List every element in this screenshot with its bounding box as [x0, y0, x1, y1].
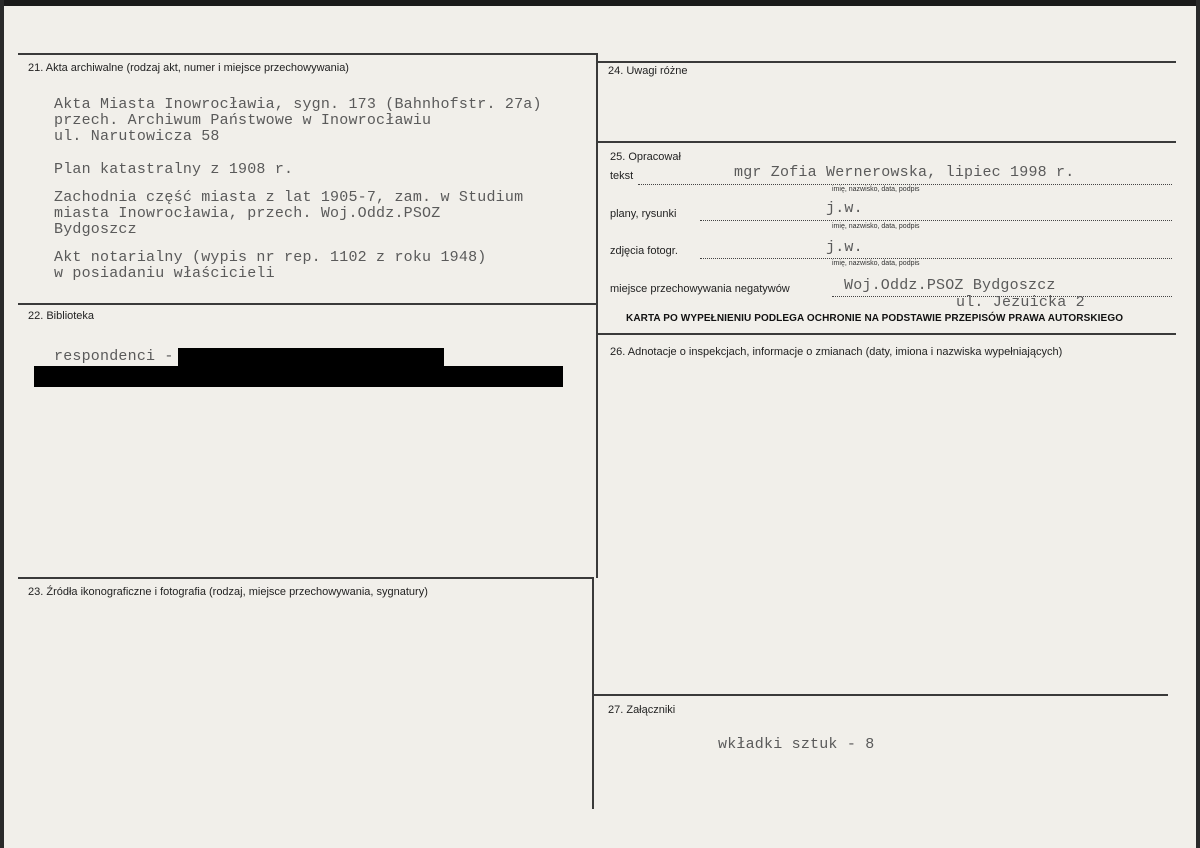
library-text: respondenci - [54, 348, 174, 365]
archive-line-3: ul. Narutowicza 58 [54, 128, 220, 145]
section-25-label: 25. Opracował [610, 151, 681, 163]
rule-top-left [18, 53, 598, 55]
zdjecia-caption: imię, nazwisko, data, podpis [832, 260, 920, 267]
archive-line-4: Plan katastralny z 1908 r. [54, 161, 294, 178]
section-24-label: 24. Uwagi różne [608, 65, 688, 77]
plany-dotted-line [700, 220, 1172, 221]
plany-value: j.w. [826, 200, 863, 217]
archive-line-1: Akta Miasta Inowrocławia, sygn. 173 (Bahnhofstr. 27a) [54, 96, 542, 113]
redaction-bar-2 [34, 366, 563, 387]
plany-label: plany, rysunki [610, 208, 677, 220]
tekst-label: tekst [610, 170, 634, 182]
archive-line-7: Bydgoszcz [54, 221, 137, 238]
rule-24-25 [598, 141, 1176, 143]
rule-25-26 [598, 333, 1176, 335]
top-border [0, 0, 1200, 6]
negatywy-value-2: ul. Jezuicka 2 [956, 294, 1085, 311]
archive-line-6: miasta Inowrocławia, przech. Woj.Oddz.PSOZ [54, 205, 441, 222]
negatywy-label: miejsce przechowywania negatywów [610, 283, 790, 295]
archive-line-2: przech. Archiwum Państwowe w Inowrocławiu [54, 112, 432, 129]
rule-21-22 [18, 303, 598, 305]
section-27-label: 27. Załączniki [608, 704, 676, 716]
archive-line-8: Akt notarialny (wypis nr rep. 1102 z roku 1948) [54, 249, 487, 266]
rule-26-27 [594, 694, 1168, 696]
right-border [1196, 0, 1200, 848]
attachments-text: wkładki sztuk - 8 [718, 736, 875, 753]
zdjecia-label: zdjęcia fotogr. [610, 245, 678, 257]
section-21-label: 21. Akta archiwalne (rodzaj akt, numer i miejsce przechowywania) [28, 62, 349, 74]
copyright-notice: KARTA PO WYPEŁNIENIU PODLEGA OCHRONIE NA PODSTAWIE PRZEPISÓW PRAWA AUTORSKIEGO [626, 313, 1124, 324]
negatywy-value-1: Woj.Oddz.PSOZ Bydgoszcz [844, 277, 1056, 294]
tekst-caption: imię, nazwisko, data, podpis [832, 186, 920, 193]
tekst-value: mgr Zofia Wernerowska, lipiec 1998 r. [734, 164, 1075, 181]
section-22-label: 22. Biblioteka [28, 310, 95, 322]
section-26-label: 26. Adnotacje o inspekcjach, informacje o zmianach (daty, imiona i nazwiska wypełniających) [610, 346, 1063, 358]
archive-line-5: Zachodnia część miasta z lat 1905-7, zam. w Studium [54, 189, 524, 206]
left-border [0, 0, 4, 848]
column-divider-lower [592, 577, 594, 809]
zdjecia-value: j.w. [826, 239, 863, 256]
archive-line-9: w posiadaniu właścicieli [54, 265, 275, 282]
column-divider [596, 53, 598, 578]
redaction-bar-1 [178, 348, 444, 366]
rule-top-right [598, 61, 1176, 63]
zdjecia-dotted-line [700, 258, 1172, 259]
plany-caption: imię, nazwisko, data, podpis [832, 223, 920, 230]
rule-22-23 [18, 577, 594, 579]
tekst-dotted-line [638, 184, 1172, 185]
section-23-label: 23. Źródła ikonograficzne i fotografia (rodzaj, miejsce przechowywania, sygnatury) [28, 586, 428, 598]
